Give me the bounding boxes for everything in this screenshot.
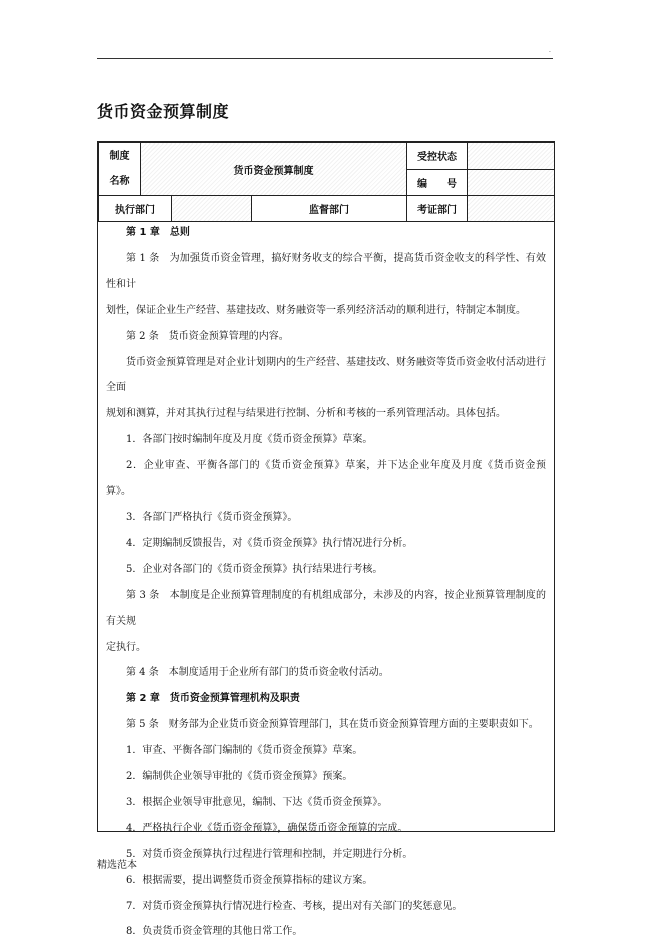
body-paragraph: 1．审查、平衡各部门编制的《货币资金预算》草案。 <box>126 745 363 757</box>
body-paragraph: 划性，保证企业生产经营、基建技改、财务融资等一系列经济活动的顺利进行，特制定本制度。 <box>106 304 526 316</box>
system-name-value: 货币资金预算制度 <box>141 143 407 196</box>
control-status-label: 受控状态 <box>407 143 468 170</box>
verify-dept-value <box>468 196 555 222</box>
body-paragraph: 6．根据需要，提出调整货币资金预算指标的建议方案。 <box>126 874 373 886</box>
body-paragraph: 定执行。 <box>106 641 146 653</box>
system-name-label-line2: 名称 <box>109 176 130 187</box>
control-status-value <box>468 143 555 170</box>
chapter-heading: 第 2 章 货币资金预算管理机构及职责 <box>126 693 300 705</box>
body-paragraph: 第 3 条 本制度是企业预算管理制度的有机组成部分，未涉及的内容，按企业预算管理制度的有关规 <box>106 589 546 627</box>
body-paragraph: 3．各部门严格执行《货币资金预算》。 <box>126 511 298 523</box>
exec-dept-label: 执行部门 <box>99 196 172 222</box>
header-rule <box>97 58 553 59</box>
body-paragraph: 2．编制供企业领导审批的《货币资金预算》预案。 <box>126 771 353 783</box>
body-paragraph: 1．各部门按时编制年度及月度《货币资金预算》草案。 <box>126 434 373 446</box>
body-paragraph: 规划和测算，并对其执行过程与结果进行控制、分析和考核的一系列管理活动。具体包括。 <box>106 408 506 420</box>
body-paragraph: 5．对货币资金预算执行过程进行管理和控制，并定期进行分析。 <box>126 848 413 860</box>
body-paragraph: 第 5 条 财务部为企业货币资金预算管理部门，其在货币资金预算管理方面的主要职责如下。 <box>126 719 539 731</box>
body-paragraph: 第 2 条 货币资金预算管理的内容。 <box>126 330 289 342</box>
body-paragraph: 4．严格执行企业《货币资金预算》，确保货币资金预算的完成。 <box>126 822 408 834</box>
body-paragraph: 货币资金预算管理是对企业计划期内的生产经营、基建技改、财务融资等货币资金收付活动进行全面 <box>106 356 546 394</box>
verify-dept-label: 考证部门 <box>407 196 468 222</box>
header-mark: . <box>549 47 551 54</box>
system-name-label <box>99 143 141 196</box>
supervise-dept-label: 监督部门 <box>252 196 407 222</box>
body-paragraph: 5．企业对各部门的《货币资金预算》执行结果进行考核。 <box>126 563 383 575</box>
body-paragraph: 2．企业审查、平衡各部门的《货币资金预算》草案，并下达企业年度及月度《货币资金预算》。 <box>106 460 546 498</box>
exec-dept-value <box>172 196 252 222</box>
number-value <box>468 169 555 196</box>
body-paragraph: 7．对货币资金预算执行情况进行检查、考核，提出对有关部门的奖惩意见。 <box>126 900 463 912</box>
document-body <box>98 220 554 945</box>
number-label: 编 号 <box>407 169 468 196</box>
document-title: 货币资金预算制度 <box>97 102 230 121</box>
body-paragraph: 4．定期编制反馈报告，对《货币资金预算》执行情况进行分析。 <box>126 537 413 549</box>
chapter-heading: 第 1 章 总则 <box>126 227 190 238</box>
body-paragraph: 8．负责货币资金管理的其他日常工作。 <box>126 926 303 938</box>
body-paragraph: 第 4 条 本制度适用于企业所有部门的货币资金收付活动。 <box>126 667 389 679</box>
body-paragraph: 3．根据企业领导审批意见，编制、下达《货币资金预算》。 <box>126 796 388 808</box>
body-paragraph: 第 1 条 为加强货币资金管理，搞好财务收支的综合平衡，提高货币资金收支的科学性、有效性和计 <box>106 252 546 290</box>
header-table <box>98 142 555 222</box>
system-name-label-line1: 制度 <box>109 151 130 162</box>
footer-text: 精选范本 <box>97 860 137 871</box>
